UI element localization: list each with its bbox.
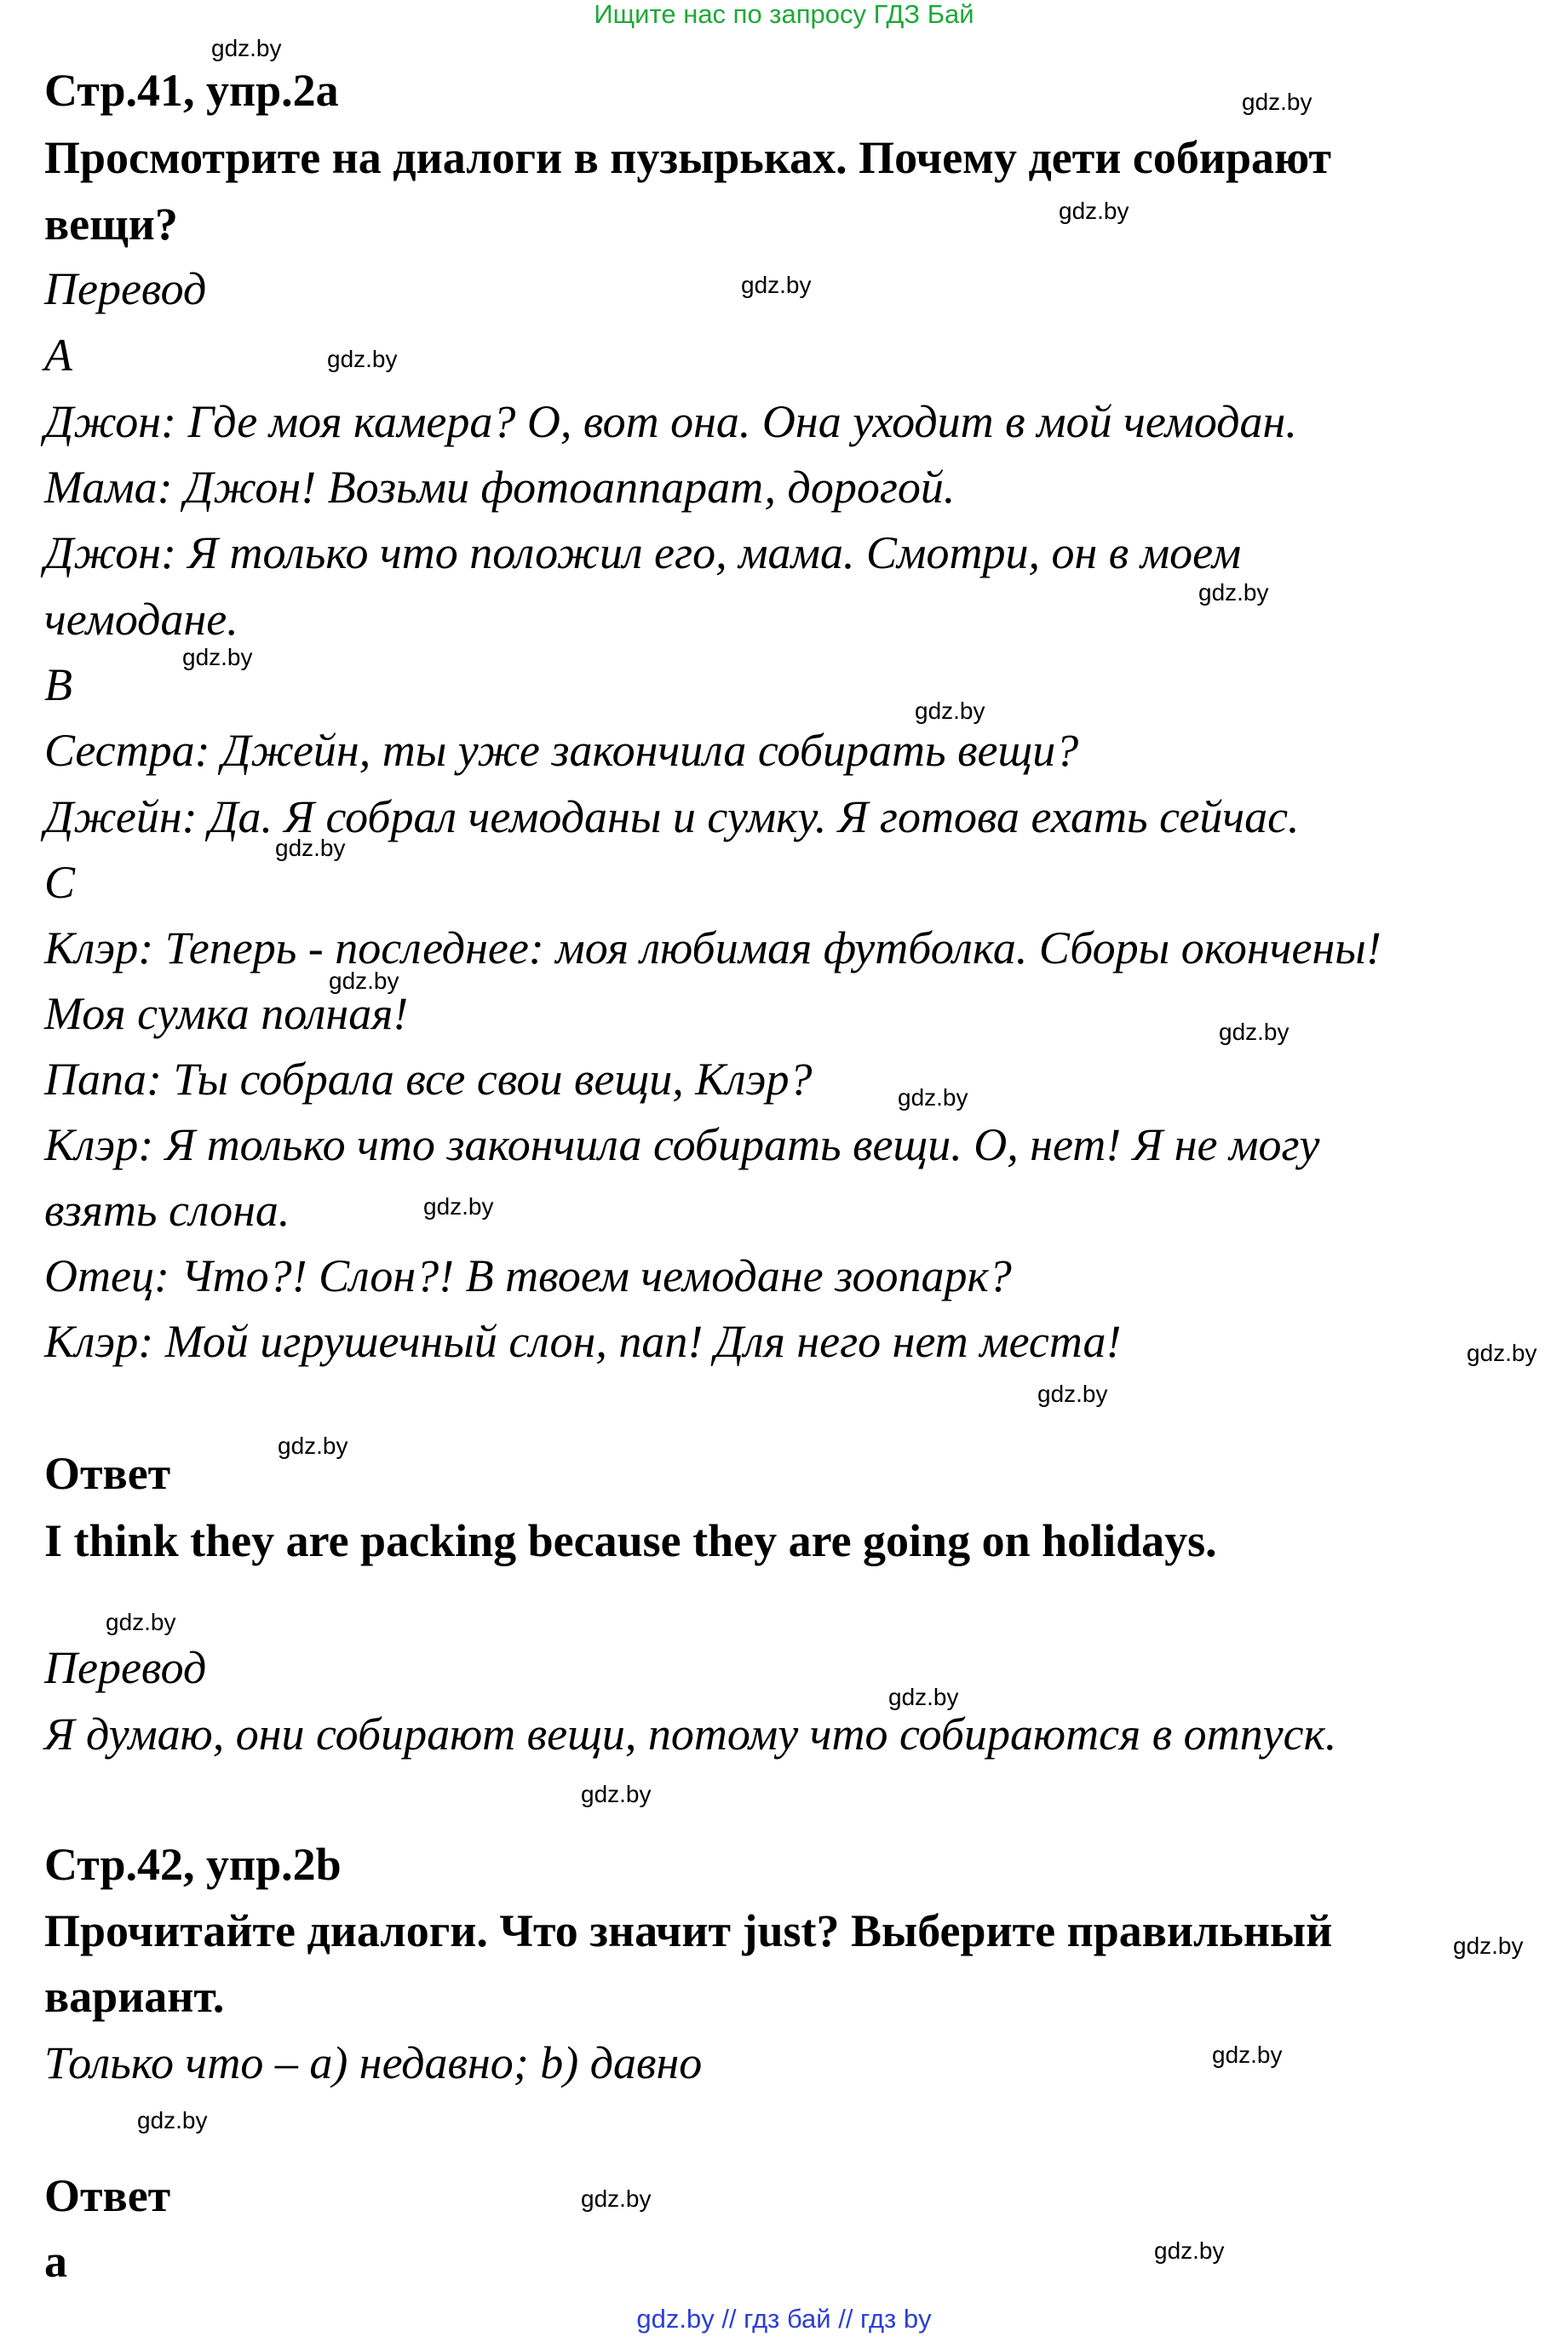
watermark-text: gdz.by xyxy=(1037,1381,1108,1407)
section2-answer-text: a xyxy=(44,2236,67,2287)
dialog-line: Мама: Джон! Возьми фотоаппарат, дорогой. xyxy=(44,462,956,513)
watermark-text: gdz.by xyxy=(211,35,282,61)
dialog-line: Отец: Что?! Слон?! В твоем чемодане зоопарк? xyxy=(44,1250,1012,1301)
watermark-text: gdz.by xyxy=(898,1084,968,1111)
dialog-line: Джон: Я только что положил его, мама. Смотри, он в моем xyxy=(44,527,1242,578)
watermark-text: gdz.by xyxy=(1198,579,1269,606)
dialog-line: Моя сумка полная! xyxy=(44,988,409,1039)
dialog-line: A xyxy=(44,330,72,381)
watermark-text: gdz.by xyxy=(581,2185,652,2212)
watermark-text: gdz.by xyxy=(1154,2237,1225,2264)
dialog-line: Джон: Где моя камера? О, вот она. Она уходит в мой чемодан. xyxy=(44,396,1297,447)
top-banner[interactable]: Ищите нас по запросу ГДЗ Бай xyxy=(594,0,974,29)
section2-task-line2: вариант. xyxy=(44,1971,225,2022)
dialog-line: чемодане. xyxy=(44,594,238,645)
dialog-line: Сестра: Джейн, ты уже закончила собирать вещи? xyxy=(44,725,1079,776)
watermark-text: gdz.by xyxy=(581,1781,652,1807)
watermark-text: gdz.by xyxy=(1219,1019,1289,1045)
section1-answer-label: Ответ xyxy=(44,1448,171,1499)
watermark-text: gdz.by xyxy=(1242,89,1312,115)
watermark-text: gdz.by xyxy=(1059,198,1129,224)
watermark-text: gdz.by xyxy=(1453,1932,1524,1959)
watermark-text: gdz.by xyxy=(741,272,812,298)
watermark-text: gdz.by xyxy=(327,346,398,372)
watermark-text: gdz.by xyxy=(137,2107,208,2133)
section2-heading: Стр.42, упр.2b xyxy=(44,1839,342,1890)
watermark-text: gdz.by xyxy=(1212,2042,1283,2068)
watermark-text: gdz.by xyxy=(182,644,253,670)
footer-links[interactable]: gdz.by // гдз бай // гдз by xyxy=(636,2304,932,2334)
section1-task-line1: Просмотрите на диалоги в пузырьках. Почему дети собирают xyxy=(44,132,1332,183)
section2-answer-label: Ответ xyxy=(44,2170,171,2221)
section2-options: Только что – a) недавно; b) давно xyxy=(44,2037,703,2088)
dialog-line: B xyxy=(44,659,72,710)
section1-heading: Стр.41, упр.2a xyxy=(44,65,339,116)
watermark-text: gdz.by xyxy=(106,1609,176,1635)
section1-answer-text: I think they are packing because they are going on holidays. xyxy=(44,1515,1217,1566)
dialog-line: Клэр: Теперь - последнее: моя любимая футболка. Сборы окончены! xyxy=(44,922,1381,973)
dialog-line: Клэр: Я только что закончила собирать вещи. О, нет! Я не могу xyxy=(44,1119,1320,1170)
section2-task-line1: Прочитайте диалоги. Что значит just? Выберите правильный xyxy=(44,1905,1333,1956)
dialog-line: взять слона. xyxy=(44,1185,290,1236)
dialog-line: Папа: Ты собрала все свои вещи, Клэр? xyxy=(44,1054,813,1105)
watermark-text: gdz.by xyxy=(278,1433,348,1459)
dialog-line: Клэр: Мой игрушечный слон, пап! Для него нет места! xyxy=(44,1316,1122,1367)
watermark-text: gdz.by xyxy=(1467,1340,1537,1366)
section1-translation-label: Перевод xyxy=(44,263,207,314)
watermark-text: gdz.by xyxy=(888,1684,959,1710)
watermark-text: gdz.by xyxy=(423,1193,494,1220)
dialog-line: C xyxy=(44,857,76,908)
watermark-text: gdz.by xyxy=(275,835,346,861)
section1-task-line2: вещи? xyxy=(44,198,178,250)
section1-answer-translation-label: Перевод xyxy=(44,1642,207,1693)
dialog-line: Джейн: Да. Я собрал чемоданы и сумку. Я готова ехать сейчас. xyxy=(44,791,1300,842)
section1-answer-translation: Я думаю, они собирают вещи, потому что собираются в отпуск. xyxy=(44,1708,1337,1760)
watermark-text: gdz.by xyxy=(329,968,399,994)
watermark-text: gdz.by xyxy=(915,698,985,724)
